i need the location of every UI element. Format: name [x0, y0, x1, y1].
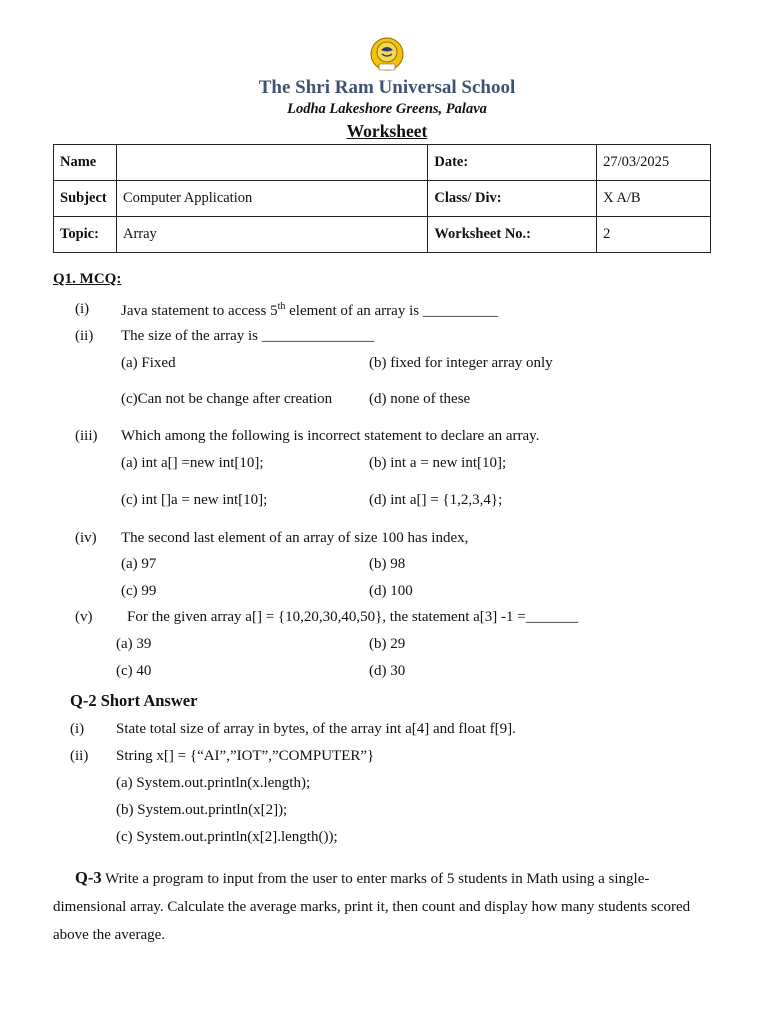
school-name: The Shri Ram Universal School [258, 77, 516, 98]
q1-ii-question: The size of the array is _______________ [121, 328, 375, 344]
q2-ii-number: (ii) [70, 748, 89, 764]
date-value: 27/03/2025 [597, 145, 711, 181]
q1-ii-option-c: (c)Can not be change after creation [121, 391, 333, 407]
q2-i-number: (i) [70, 721, 85, 737]
q1-iv-number: (iv) [75, 530, 97, 546]
q1-v-number: (v) [75, 609, 93, 625]
q1-ii-number: (ii) [75, 328, 94, 344]
q1-iii-question: Which among the following is incorrect statement to declare an array. [121, 428, 540, 444]
q2-ii-question: String x[] = {“AI”,”IOT”,”COMPUTER”} [116, 748, 375, 764]
q2-ii-sub-c: (c) System.out.println(x[2].length()); [116, 829, 338, 845]
subject-value: Computer Application [116, 181, 427, 217]
q1-iv-option-b: (b) 98 [369, 556, 406, 572]
table-row [54, 181, 711, 217]
name-value [116, 145, 427, 181]
q1-iii-option-d: (d) int a[] = {1,2,3,4}; [369, 492, 503, 508]
q1-v-option-a: (a) 39 [116, 636, 152, 652]
school-address: Lodha Lakeshore Greens, Palava [287, 101, 487, 117]
q3-paragraph [53, 864, 713, 949]
q1-iv-question: The second last element of an array of size 100 has index, [121, 530, 469, 546]
name-label: Name [54, 145, 117, 181]
q2-ii-sub-b: (b) System.out.println(x[2]); [116, 802, 288, 818]
q3-label: Q-3 [75, 868, 102, 887]
q1-iv-option-d: (d) 100 [369, 583, 413, 599]
topic-value: Array [116, 217, 427, 253]
q1-iv-option-a: (a) 97 [121, 556, 157, 572]
class-div-label: Class/ Div: [428, 181, 597, 217]
date-label: Date: [428, 145, 597, 181]
q2-i-question: State total size of array in bytes, of the array int a[4] and float f[9]. [116, 721, 516, 737]
info-table [53, 144, 711, 253]
q1-ii-option-d: (d) none of these [369, 391, 471, 407]
q1-v-option-d: (d) 30 [369, 663, 406, 679]
q1-i-number: (i) [75, 301, 90, 317]
q1-iii-option-a: (a) int a[] =new int[10]; [121, 455, 264, 471]
school-logo [369, 37, 405, 73]
class-div-value: X A/B [597, 181, 711, 217]
q1-ii-option-b: (b) fixed for integer array only [369, 355, 553, 371]
topic-label: Topic: [54, 217, 117, 253]
q1-iii-option-c: (c) int []a = new int[10]; [121, 492, 268, 508]
worksheet-title: Worksheet [346, 121, 428, 141]
q1-i-question: Java statement to access 5th element of an array is __________ [121, 301, 498, 319]
q1-v-option-b: (b) 29 [369, 636, 406, 652]
q2-ii-sub-a: (a) System.out.println(x.length); [116, 775, 311, 791]
q2-heading: Q-2 Short Answer [70, 691, 198, 710]
q1-iv-option-c: (c) 99 [121, 583, 157, 599]
q1-iii-option-b: (b) int a = new int[10]; [369, 455, 507, 471]
q1-heading: Q1. MCQ: [53, 271, 122, 287]
q3-text: Write a program to input from the user to enter marks of 5 students in Math using a single-dimensional array. Calculate the average marks, print it, then count and display how many students scored above the average. [53, 871, 691, 943]
q1-v-option-c: (c) 40 [116, 663, 152, 679]
table-row [54, 217, 711, 253]
subject-label: Subject [54, 181, 117, 217]
table-row [54, 145, 711, 181]
worksheet-no-label: Worksheet No.: [428, 217, 597, 253]
q1-iii-number: (iii) [75, 428, 98, 444]
q1-v-question: For the given array a[] = {10,20,30,40,50}, the statement a[3] -1 =_______ [127, 609, 579, 625]
worksheet-no-value: 2 [597, 217, 711, 253]
q1-ii-option-a: (a) Fixed [121, 355, 176, 371]
